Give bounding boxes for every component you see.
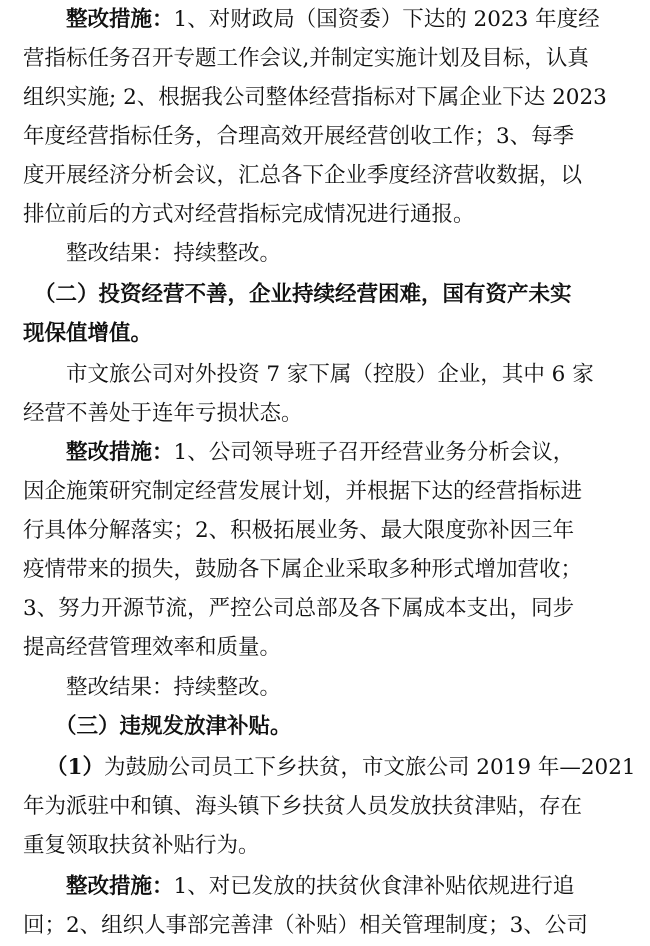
para3-line-2: 年为派驻中和镇、海头镇下乡扶贫人员发放扶贫津贴，存在 <box>23 794 583 819</box>
fix1-line-3: 组织实施; 2、根据我公司整体经营指标对下属企业下达 2023 <box>23 85 607 110</box>
fix2-text: 1、公司领导班子召开经营业务分析会议， <box>173 440 575 465</box>
para2-line-2: 经营不善处于连年亏损状态。 <box>23 401 303 426</box>
fix3-text: 1、对已发放的扶贫伙食津补贴依规进行追 <box>173 874 575 899</box>
fix2-line-5: 3、努力开源节流，严控公司总部及各下属成本支出，同步 <box>23 596 575 621</box>
fix2-line-6: 提高经营管理效率和质量。 <box>23 635 282 660</box>
fix2-line-4: 疫情带来的损失，鼓励各下属企业采取多种形式增加营收； <box>23 557 583 582</box>
fix1-label: 整改措施： <box>66 7 174 32</box>
fix3-label: 整改措施： <box>66 874 174 899</box>
para3-number: （1） <box>46 755 104 780</box>
heading2-line-2: 现保值增值。 <box>23 321 153 346</box>
heading3: （三）违规发放津补贴。 <box>55 714 292 739</box>
heading2-line-1: （二）投资经营不善，企业持续经营困难，国有资产未实 <box>34 282 572 307</box>
fix3-line-2: 回；2、组织人事部完善津（补贴）相关管理制度；3、公司 <box>23 913 588 938</box>
fix3-line-1 <box>66 873 574 901</box>
result2: 整改结果：持续整改。 <box>66 675 282 700</box>
fix1-line-2: 营指标任务召开专题工作会议,并制定实施计划及目标，认真 <box>23 46 589 71</box>
fix2-line-1 <box>66 439 574 467</box>
result1: 整改结果：持续整改。 <box>66 241 282 266</box>
para3-text: 为鼓励公司员工下乡扶贫，市文旅公司 2019 年—2021 <box>103 755 636 780</box>
para3-line-1 <box>46 754 636 782</box>
para2-line-1: 市文旅公司对外投资 7 家下属（控股）企业，其中 6 家 <box>66 362 594 387</box>
fix1-line-4: 年度经营指标任务，合理高效开展经营创收工作；3、每季 <box>23 124 575 149</box>
fix1-line-6: 排位前后的方式对经营指标完成情况进行通报。 <box>23 202 475 227</box>
fix2-line-2: 因企施策研究制定经营发展计划，并根据下达的经营指标进 <box>23 479 583 504</box>
fix1-text: 1、对财政局（国资委）下达的 2023 年度经 <box>173 7 600 32</box>
fix2-label: 整改措施： <box>66 440 174 465</box>
para3-line-3: 重复领取扶贫补贴行为。 <box>23 833 260 858</box>
fix2-line-3: 行具体分解落实；2、积极拓展业务、最大限度弥补因三年 <box>23 518 575 543</box>
fix1-line-1 <box>66 6 600 34</box>
fix1-line-5: 度开展经济分析会议，汇总各下企业季度经济营收数据，以 <box>23 163 583 188</box>
